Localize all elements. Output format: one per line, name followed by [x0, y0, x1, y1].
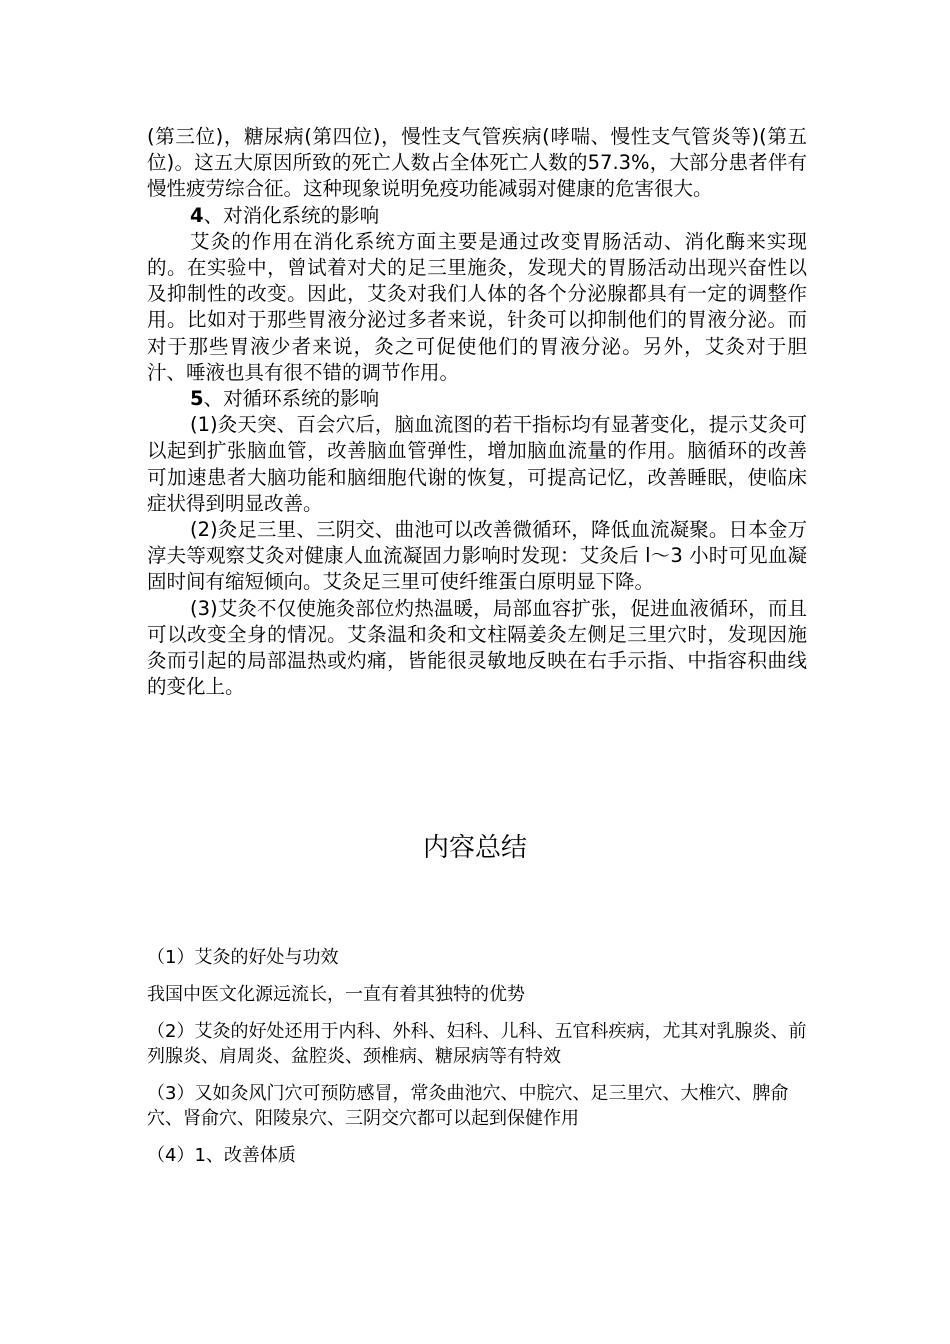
- paragraph-digestive: 艾灸的作用在消化系统方面主要是通过改变胃肠活动、消化酶来实现的。在实验中，曾试着对犬的足三里施灸，发现犬的胃肠活动出现兴奋性以及抑制性的改变。因此，艾灸对我们人体的各个分泌腺都具有一定的调整作用。比如对于那些胃液分泌过多者来说，针灸可以抑制他们的胃液分泌。而对于那些胃液少者来说，灸之可促使他们的胃液分泌。另外，艾灸对于胆汁、唾液也具有很不错的调节作用。: [147, 229, 807, 384]
- body-text: [147, 124, 807, 700]
- heading-digestive-text: 、对消化系统的影响: [203, 203, 380, 227]
- paragraph-circulatory-3: (3)艾灸不仅使施灸部位灼热温暖，局部血容扩张，促进血液循环，而且可以改变全身的情况。艾条温和灸和文柱隔姜灸左侧足三里穴时，发现因施灸而引起的局部温热或灼痛，皆能很灵敏地反映在右手示指、中指容积曲线的变化上。: [147, 596, 807, 699]
- heading-digestive-number: 4: [190, 203, 204, 227]
- summary-item: （3）又如灸风门穴可预防感冒，常灸曲池穴、中脘穴、足三里穴、大椎穴、脾俞穴、肾俞穴、阳陵泉穴、三阴交穴都可以起到保健作用: [147, 1083, 789, 1129]
- summary-item: （1）艾灸的好处与功效: [147, 947, 339, 968]
- summary-item: （4）1、改善体质: [147, 1145, 296, 1166]
- summary-title: 内容总结: [422, 833, 527, 863]
- heading-circulatory: [147, 386, 807, 412]
- paragraph-immune-continuation: (第三位)，糖尿病(第四位)，慢性支气管疾病(哮喘、慢性支气管炎等)(第五位)。这五大原因所致的死亡人数占全体死亡人数的57.3%，大部分患者伴有慢性疲劳综合征。这种现象说明免疫功能减弱对健康的危害很大。: [147, 125, 807, 201]
- paragraph-circulatory-2: (2)灸足三里、三阴交、曲池可以改善微循环，降低血流凝聚。日本金万淳夫等观察艾灸对健康人血流凝固力影响时发现：艾灸后 l～3 小时可见血凝固时间有缩短倾向。艾灸足三里可使纤维蛋白原明显下降。: [147, 518, 807, 594]
- heading-circulatory-text: 、对循环系统的影响: [203, 387, 380, 411]
- summary-list: [147, 945, 807, 1180]
- paragraph-circulatory-1: (1)灸天突、百会穴后，脑血流图的若干指标均有显著变化，提示艾灸可以起到扩张脑血管，改善脑血管弹性，增加脑血流量的作用。脑循环的改善可加速患者大脑功能和脑细胞代谢的恢复，可提高记忆，改善睡眠，使临床症状得到明显改善。: [147, 413, 807, 515]
- heading-digestive: [147, 203, 807, 229]
- summary-item: 我国中医文化源远流长，一直有着其独特的优势: [147, 984, 525, 1005]
- summary-item: （2）艾灸的好处还用于内科、外科、妇科、儿科、五官科疾病，尤其对乳腺炎、前列腺炎、肩周炎、盆腔炎、颈椎病、糖尿病等有特效: [147, 1021, 807, 1067]
- heading-circulatory-number: 5: [190, 387, 204, 411]
